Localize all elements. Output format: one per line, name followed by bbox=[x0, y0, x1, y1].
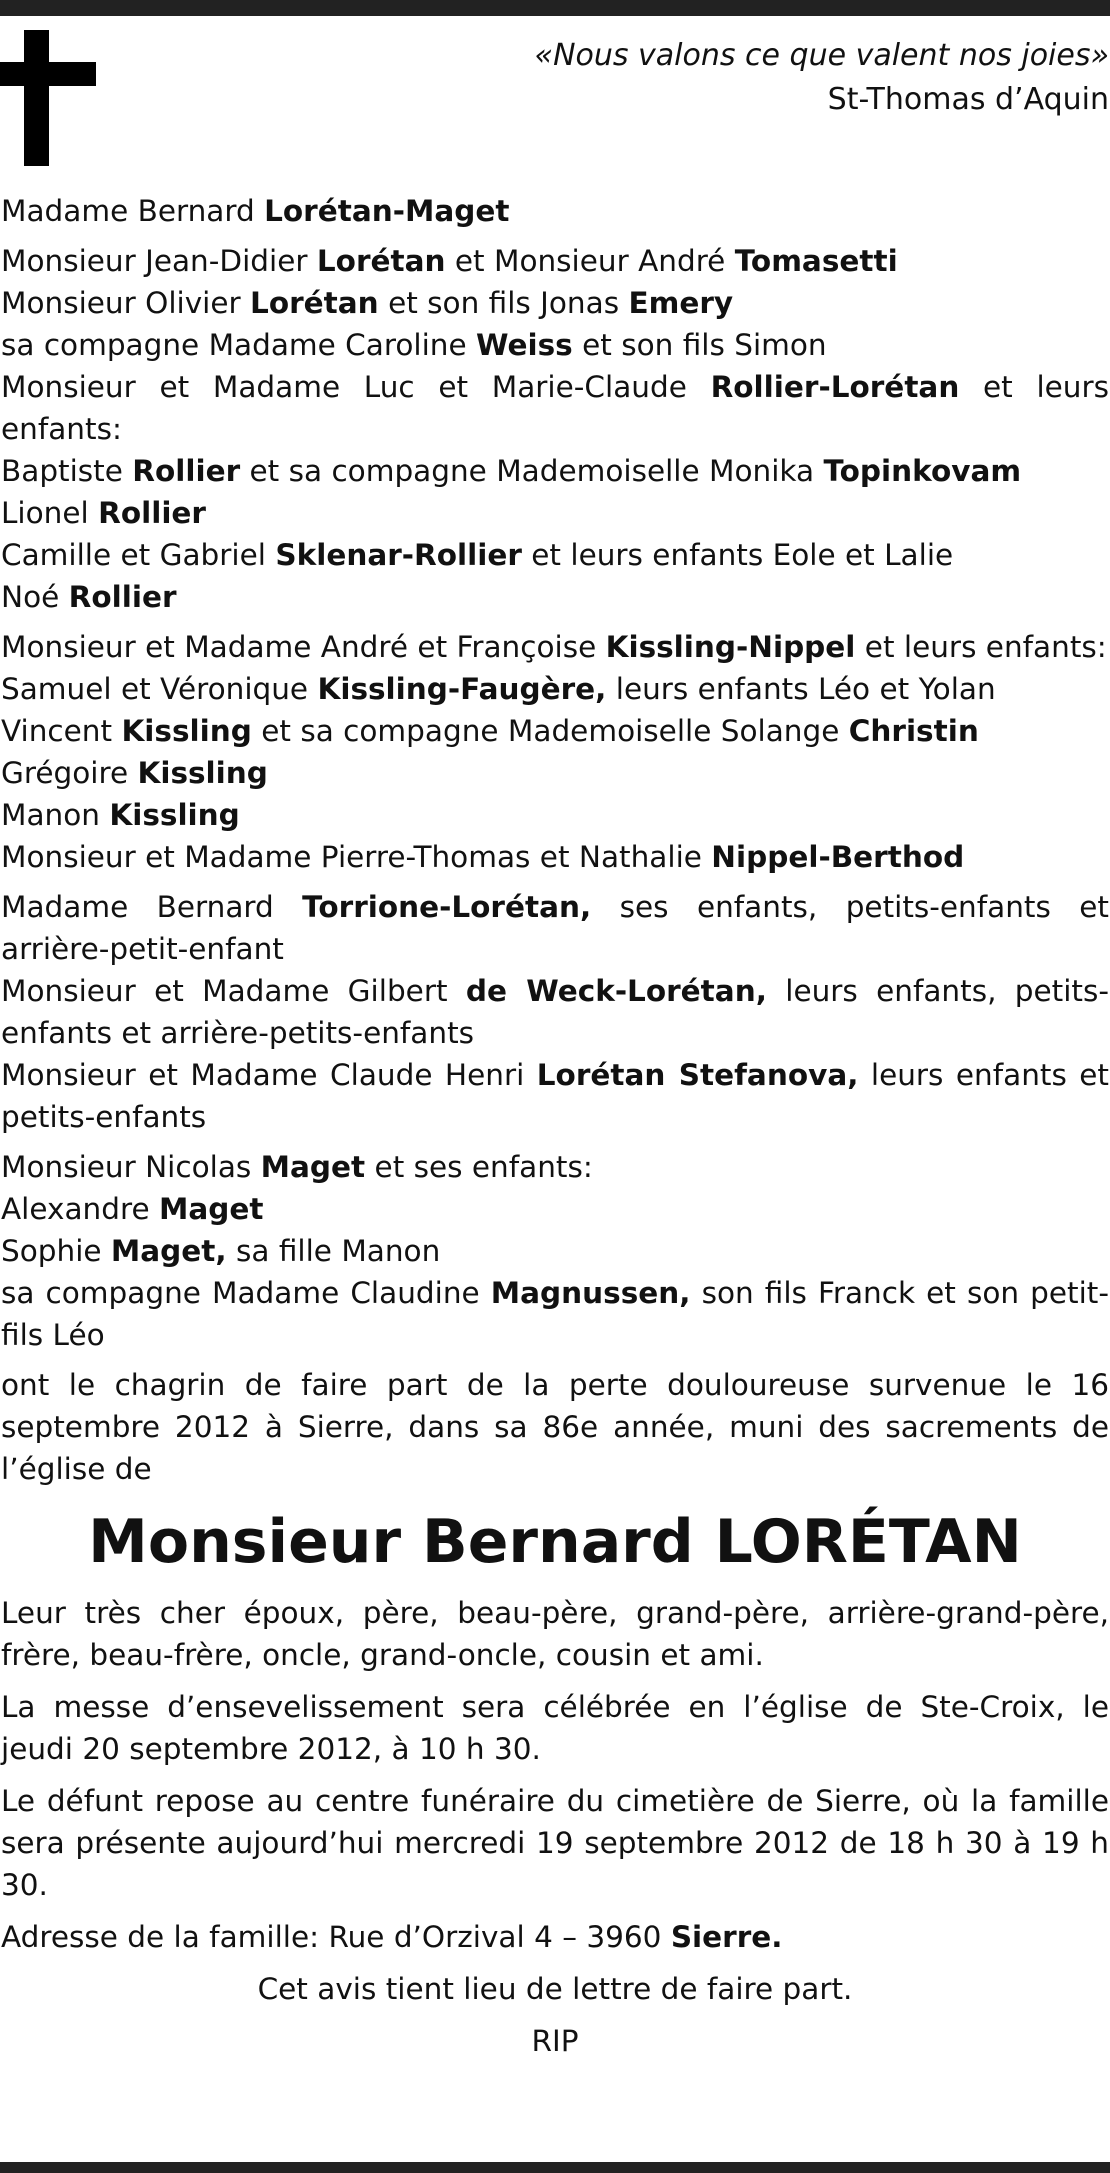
family-address: Adresse de la famille: Rue d’Orzival 4 – 3960 Sierre. bbox=[1, 1920, 783, 1954]
notice-text: Cet avis tient lieu de lettre de faire part. bbox=[257, 1972, 853, 2006]
family-group-relatives bbox=[1, 886, 1109, 1138]
family-line: Camille et Gabriel Sklenar-Rollier et leurs enfants Eole et Lalie bbox=[1, 538, 954, 572]
family-line: Samuel et Véronique Kissling-Faugère, leurs enfants Léo et Yolan bbox=[1, 672, 996, 706]
family-line: Monsieur Jean-Didier Lorétan et Monsieur André Tomasetti bbox=[1, 244, 898, 278]
family-group-maget bbox=[1, 1146, 1109, 1356]
rest-text: Le défunt repose au centre funéraire du cimetière de Sierre, où la famille sera présente aujourd’hui mercredi 19 septembre 2012 de 18 h 30 à 19 h 30. bbox=[1, 1784, 1109, 1902]
family-group-children bbox=[1, 240, 1109, 618]
mass-text: La messe d’ensevelissement sera célébrée en l’église de Ste-Croix, le jeudi 20 septembre 2012, à 10 h 30. bbox=[1, 1690, 1109, 1766]
family-line: sa compagne Madame Caroline Weiss et son fils Simon bbox=[1, 328, 827, 362]
family-line: Madame Bernard Lorétan-Maget bbox=[1, 194, 510, 228]
cross-icon bbox=[0, 30, 96, 166]
family-line: Monsieur et Madame Claude Henri Lorétan Stefanova, leurs enfants et petits-enfants bbox=[1, 1058, 1109, 1134]
closing-text: RIP bbox=[531, 2024, 579, 2058]
epigraph bbox=[535, 34, 1109, 122]
family-line: Vincent Kissling et sa compagne Mademoiselle Solange Christin bbox=[1, 714, 979, 748]
family-line: Monsieur Nicolas Maget et ses enfants: bbox=[1, 1150, 593, 1184]
family-line: Manon Kissling bbox=[1, 798, 240, 832]
family-group-siblings bbox=[1, 626, 1109, 878]
deceased-name: Monsieur Bernard LORÉTAN bbox=[88, 1507, 1022, 1577]
family-line: Madame Bernard Torrione-Lorétan, ses enfants, petits-enfants et arrière-petit-enfant bbox=[1, 890, 1109, 966]
announcement-text: ont le chagrin de faire part de la perte douloureuse survenue le 16 septembre 2012 à Sierre, dans sa 86e année, muni des sacrements de l’église de bbox=[1, 1368, 1109, 1486]
family-line: Monsieur Olivier Lorétan et son fils Jonas Emery bbox=[1, 286, 734, 320]
relations-text: Leur très cher époux, père, beau-père, grand-père, arrière-grand-père, frère, beau-frère, oncle, grand-oncle, cousin et ami. bbox=[1, 1596, 1109, 1672]
family-line: Baptiste Rollier et sa compagne Mademoiselle Monika Topinkovam bbox=[1, 454, 1022, 488]
bottom-border bbox=[0, 2162, 1110, 2173]
obituary-body bbox=[1, 190, 1109, 2062]
family-line: Monsieur et Madame Gilbert de Weck-Lorétan, leurs enfants, petits-enfants et arrière-petits-enfants bbox=[1, 974, 1109, 1050]
family-line: Noé Rollier bbox=[1, 580, 177, 614]
family-line: Grégoire Kissling bbox=[1, 756, 268, 790]
family-line: Monsieur et Madame Pierre-Thomas et Nathalie Nippel-Berthod bbox=[1, 840, 965, 874]
top-border bbox=[0, 0, 1110, 16]
family-line: Monsieur et Madame André et Françoise Kissling-Nippel et leurs enfants: bbox=[1, 630, 1107, 664]
family-group-spouse bbox=[1, 190, 1109, 232]
epigraph-author: St-Thomas d’Aquin bbox=[827, 82, 1109, 117]
family-line: Lionel Rollier bbox=[1, 496, 206, 530]
family-line: Alexandre Maget bbox=[1, 1192, 264, 1226]
epigraph-quote: «Nous valons ce que valent nos joies» bbox=[534, 38, 1109, 73]
family-line: Sophie Maget, sa fille Manon bbox=[1, 1234, 441, 1268]
family-line: Monsieur et Madame Luc et Marie-Claude Rollier-Lorétan et leurs enfants: bbox=[1, 370, 1110, 446]
family-line: sa compagne Madame Claudine Magnussen, son fils Franck et son petit-fils Léo bbox=[1, 1276, 1110, 1352]
